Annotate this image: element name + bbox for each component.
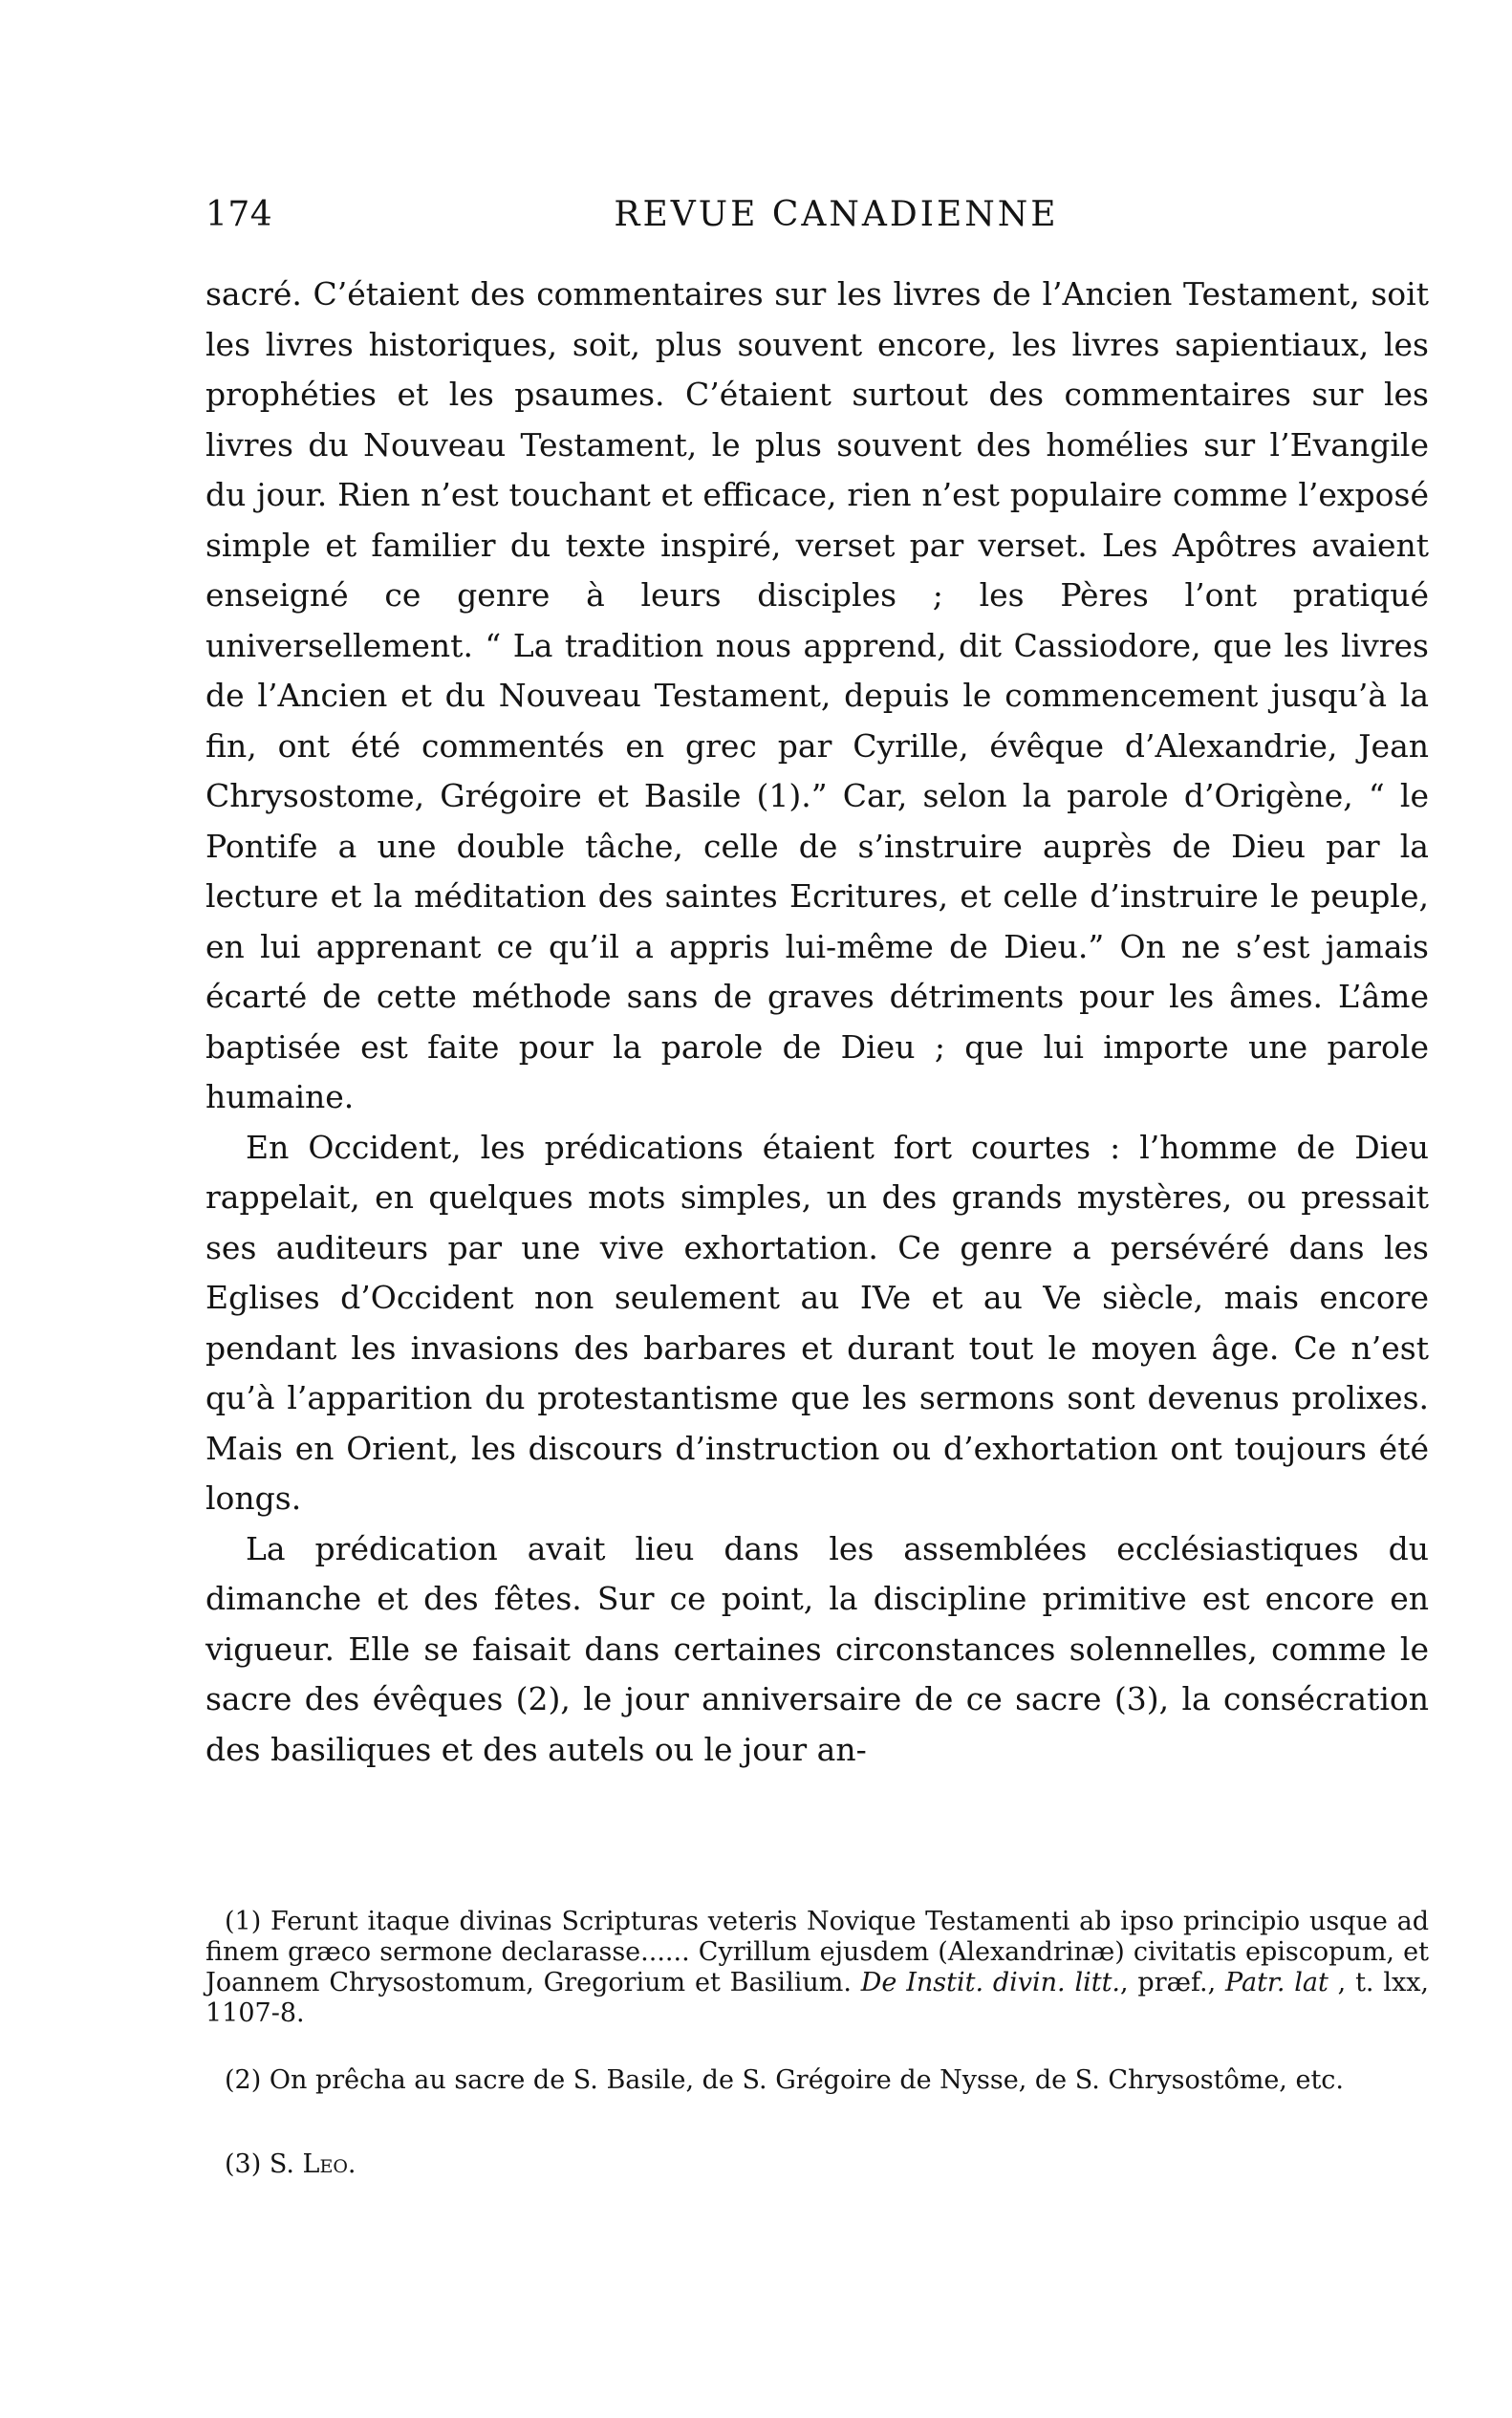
body-text <box>205 270 1429 1775</box>
footnote-text: S. <box>269 2149 303 2179</box>
footnote-citation-italic: Patr. lat <box>1225 1968 1328 1997</box>
footnote-marker: (1) <box>225 1907 262 1936</box>
page-number: 174 <box>205 195 273 234</box>
footnote-text: On prêcha au sacre de S. Basile, de S. Grégoire de Nysse, de S. Chrysostôme, etc. <box>269 2065 1344 2095</box>
footnote-2 <box>205 2065 1429 2096</box>
footnote-text: Ferunt itaque divinas Scripturas veteris Novique Testamenti ab ipso principio usque ad finem græco sermone declarasse...... Cyrillum ejusdem (Alexandrinæ) civitatis episcopum, et Joannem Chrysostomum, Gregorium et Basilium. <box>205 1907 1429 1997</box>
paragraph-predication: La prédication avait lieu dans les assemblées ecclésiastiques du dimanche et des fêtes. Sur ce point, la discipline primitive est encore en vigueur. Elle se faisait dans certaines circonstances solennelles, comme le sacre des évêques (2), le jour anniversaire de ce sacre (3), la consécration des basiliques et des autels ou le jour an- <box>205 1529 1429 1768</box>
footnote-3 <box>205 2149 1429 2180</box>
journal-title: REVUE CANADIENNE <box>614 195 1059 234</box>
footnote-1 <box>205 1907 1429 2029</box>
paragraph-continued: sacré. C’étaient des commentaires sur les livres de l’Ancien Testament, soit les livres historiques, soit, plus souvent encore, les livres sapientiaux, les prophéties et les psaumes. C’étaient surtout des commentaires sur les livres du Nouveau Testament, le plus souvent des homélies sur l’Evangile du jour. Rien n’est touchant et efficace, rien n’est populaire comme l’exposé simple et familier du texte inspiré, verset par verset. Les Apôtres avaient enseigné ce genre à leurs disciples ; les Pères l’ont pratiqué universellement. “ La tradition nous apprend, dit Cassiodore, que les livres de l’Ancien et du Nouveau Testament, depuis le commencement jusqu’à la fin, ont été commentés en grec par Cyrille, évêque d’Alexandrie, Jean Chrysostome, Grégoire et Basile (1).” Car, selon la parole d’Origène, “ le Pontife a une double tâche, celle de s’instruire auprès de Dieu par la lecture et la méditation des saintes Ecritures, et celle d’instruire le peuple, en lui apprenant ce qu’il a appris lui-même de Dieu.” On ne s’est jamais écarté de cette méthode sans de graves détriments pour les âmes. L’âme baptisée est faite pour la parole de Dieu ; que lui importe une parole humaine. <box>205 275 1429 1115</box>
footnote-text: , præf., <box>1120 1968 1226 1997</box>
running-head <box>205 191 1429 239</box>
footnote-text: , t. lxx, 1107-8. <box>205 1968 1430 2028</box>
footnote-marker: (2) <box>225 2065 262 2095</box>
footnote-marker: (3) <box>225 2149 262 2179</box>
footnote-author-smallcaps: Leo. <box>302 2149 356 2179</box>
footnote-citation-italic: De Instit. divin. litt. <box>860 1968 1121 1997</box>
paragraph-occident: En Occident, les prédications étaient fort courtes : l’homme de Dieu rappelait, en quelques mots simples, un des grands mystères, ou pressait ses auditeurs par une vive exhortation. Ce genre a persévéré dans les Eglises d’Occident non seulement au IVe et au Ve siècle, mais encore pendant les invasions des barbares et durant tout le moyen âge. Ce n’est qu’à l’apparition du protestantisme que les sermons sont devenus prolixes. Mais en Orient, les discours d’instruction ou d’exhortation ont toujours été longs. <box>205 1128 1429 1517</box>
footnotes <box>205 1907 1429 2180</box>
